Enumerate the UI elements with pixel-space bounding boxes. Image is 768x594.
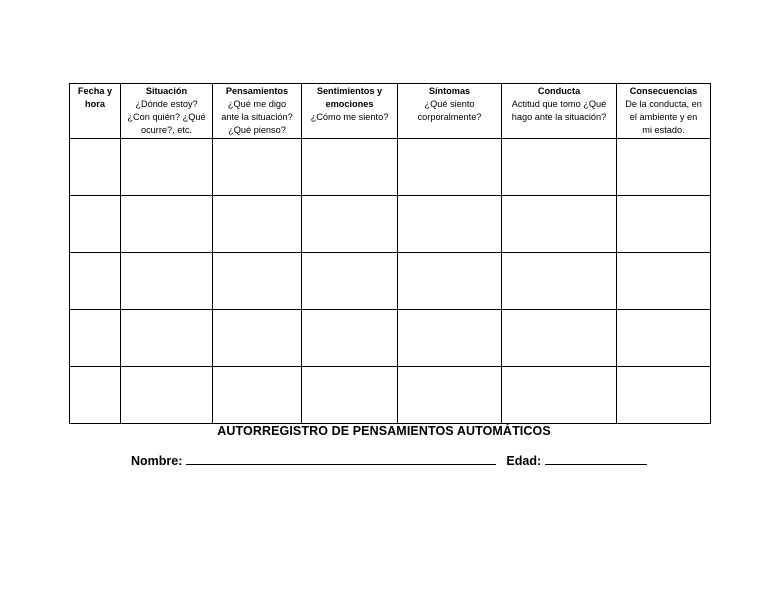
table-row (70, 253, 711, 310)
header-title: Pensamientos (225, 86, 289, 96)
table-cell[interactable] (302, 310, 398, 367)
table-cell[interactable] (617, 310, 711, 367)
header-subtitle: De la conducta, en el ambiente y en mi estado. (625, 99, 702, 135)
header-subtitle: Actitud que tomo ¿Qué hago ante la situación? (511, 99, 607, 122)
table-cell[interactable] (617, 253, 711, 310)
table-cell[interactable] (121, 310, 213, 367)
table-cell[interactable] (213, 253, 302, 310)
document-title: AUTORREGISTRO DE PENSAMIENTOS AUTOMÁTICOS (217, 424, 551, 438)
table-row (70, 310, 711, 367)
table-cell[interactable] (70, 310, 121, 367)
table-cell[interactable] (70, 253, 121, 310)
table-cell[interactable] (70, 196, 121, 253)
form-line (131, 452, 647, 468)
table-cell[interactable] (617, 367, 711, 424)
table-cell[interactable] (213, 196, 302, 253)
table-cell[interactable] (502, 253, 617, 310)
header-situacion (121, 84, 213, 139)
header-sintomas (398, 84, 502, 139)
table-cell[interactable] (302, 253, 398, 310)
header-fecha-hora (70, 84, 121, 139)
header-subtitle: ¿Qué siento corporalmente? (417, 99, 482, 122)
header-consecuencias (617, 84, 711, 139)
table-cell[interactable] (398, 367, 502, 424)
table-cell[interactable] (121, 139, 213, 196)
header-title: Sentimientos y emociones (316, 86, 383, 109)
table-row (70, 367, 711, 424)
table-row (70, 196, 711, 253)
table-cell[interactable] (617, 196, 711, 253)
header-title: Síntomas (428, 86, 471, 96)
age-blank-field[interactable] (545, 452, 647, 465)
table-cell[interactable] (617, 139, 711, 196)
table-cell[interactable] (398, 139, 502, 196)
table-cell[interactable] (121, 196, 213, 253)
table-body (70, 139, 711, 424)
table-cell[interactable] (302, 196, 398, 253)
table-header-row (70, 84, 711, 139)
self-record-table (69, 83, 711, 424)
header-title: Conducta (537, 86, 581, 96)
header-title: Consecuencias (629, 86, 698, 96)
table-cell[interactable] (70, 139, 121, 196)
table-cell[interactable] (502, 367, 617, 424)
table-cell[interactable] (502, 139, 617, 196)
table-cell[interactable] (502, 196, 617, 253)
header-subtitle: ¿Dónde estoy? ¿Con quién? ¿Qué ocurre?, etc. (127, 99, 206, 135)
table-cell[interactable] (213, 139, 302, 196)
header-title: Fecha y hora (77, 86, 113, 109)
name-label: Nombre: (131, 454, 183, 468)
table-row (70, 139, 711, 196)
header-subtitle: ¿Cómo me siento? (310, 112, 389, 122)
table-cell[interactable] (121, 253, 213, 310)
header-title: Situación (145, 86, 188, 96)
table-cell[interactable] (302, 139, 398, 196)
table-cell[interactable] (398, 310, 502, 367)
table-cell[interactable] (213, 310, 302, 367)
table-cell[interactable] (398, 196, 502, 253)
age-label: Edad: (506, 454, 542, 468)
table-cell[interactable] (302, 367, 398, 424)
header-conducta (502, 84, 617, 139)
header-pensamientos (213, 84, 302, 139)
table-cell[interactable] (502, 310, 617, 367)
header-sentimientos (302, 84, 398, 139)
table-cell[interactable] (121, 367, 213, 424)
table-cell[interactable] (213, 367, 302, 424)
name-blank-field[interactable] (186, 452, 496, 465)
table-cell[interactable] (398, 253, 502, 310)
table-cell[interactable] (70, 367, 121, 424)
header-subtitle: ¿Qué me digo ante la situación? ¿Qué pienso? (221, 99, 293, 135)
